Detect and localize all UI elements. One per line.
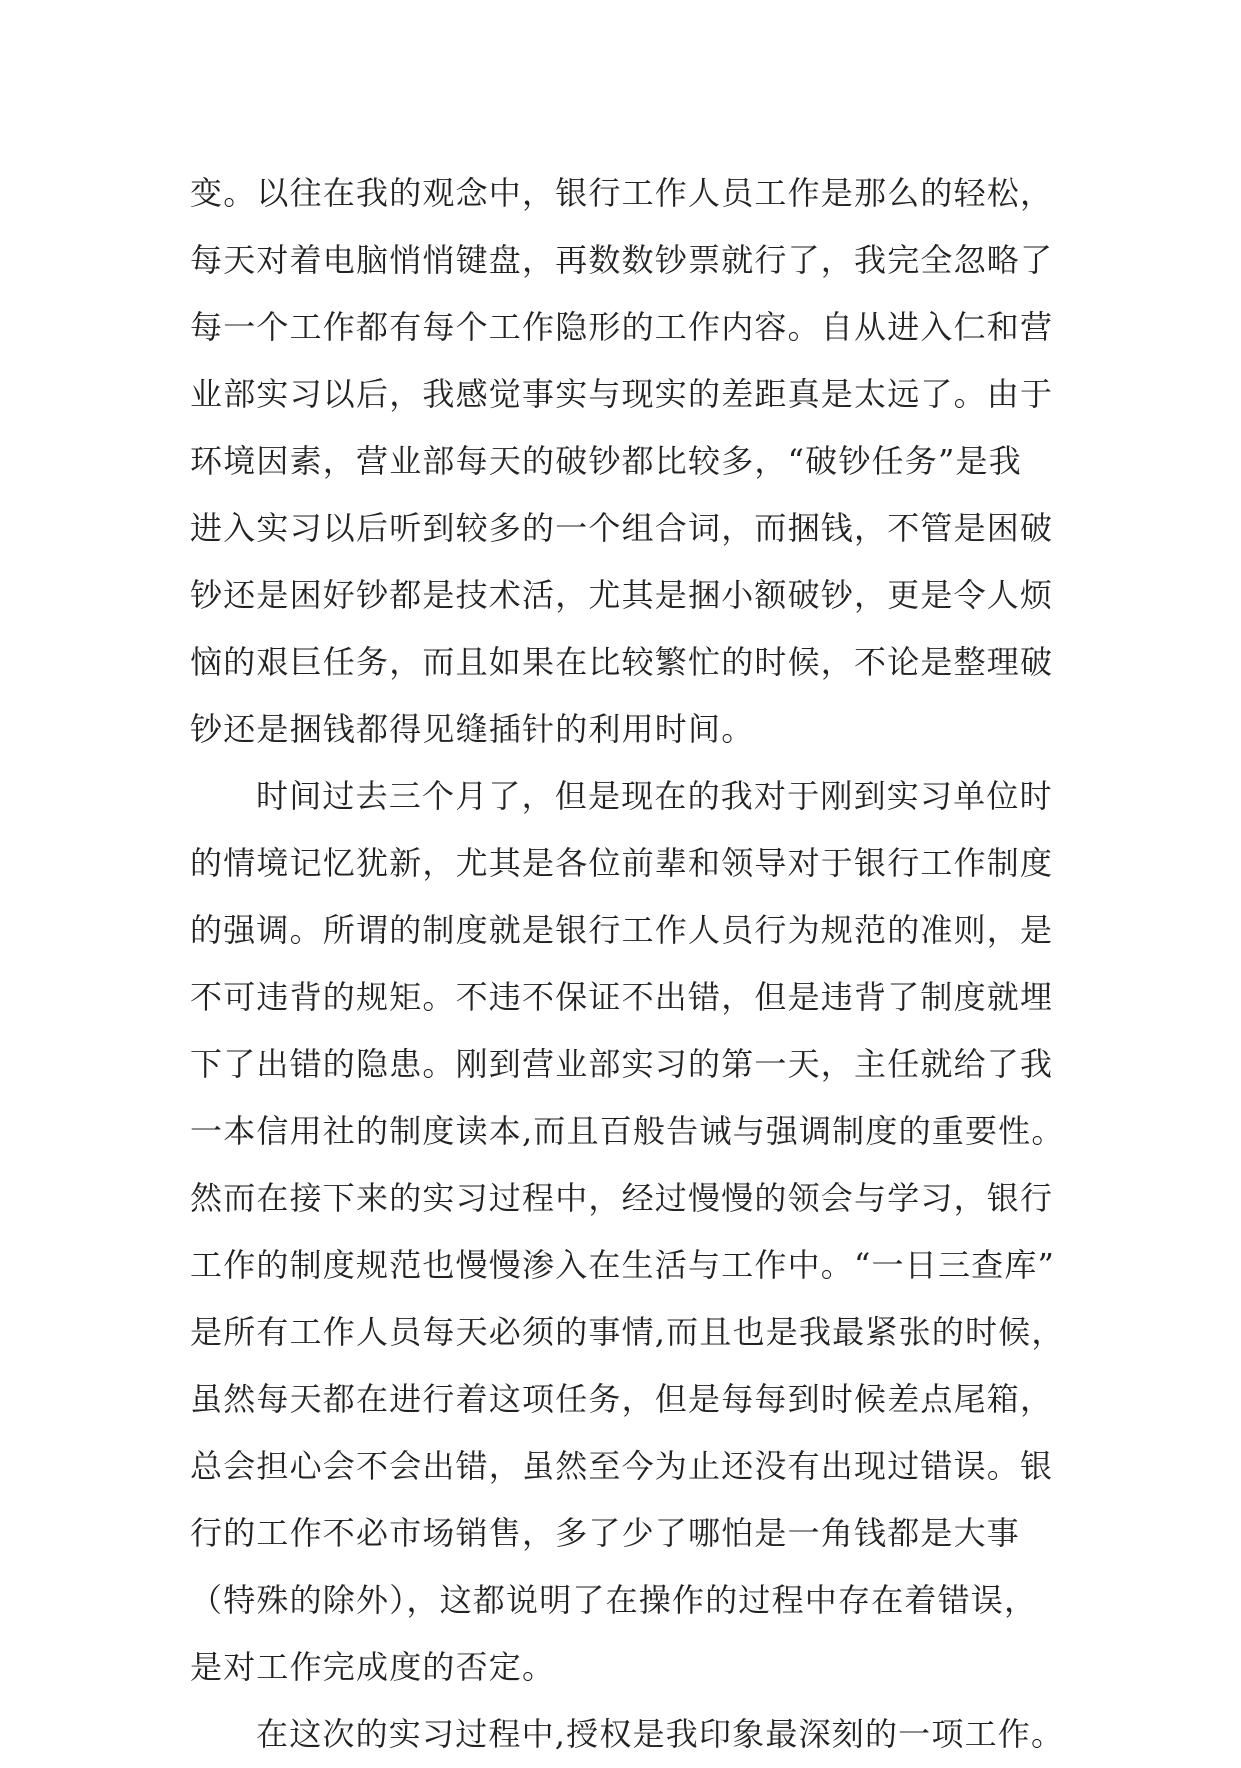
- text-line: （特殊的除外），这都说明了在操作的过程中存在着错误，: [190, 1581, 1038, 1619]
- text-line: 是所有工作人员每天必须的事情,而且也是我最紧张的时候，: [190, 1313, 1065, 1351]
- text-line: 环境因素，营业部每天的破钞都比较多，“破钞任务”是我: [190, 442, 1022, 480]
- text-line: 恼的艰巨任务，而且如果在比较繁忙的时候，不论是整理破: [190, 643, 1054, 681]
- text-line: 虽然每天都在进行着这项任务，但是每每到时候差点尾箱，: [190, 1380, 1054, 1418]
- text-line: 时间过去三个月了，但是现在的我对于刚到实习单位时: [256, 777, 1053, 815]
- text-line: 行的工作不必市场销售，多了少了哪怕是一角钱都是大事: [190, 1514, 1021, 1552]
- text-line: 每天对着电脑悄悄键盘，再数数钞票就行了，我完全忽略了: [190, 241, 1054, 279]
- text-line: 变。以往在我的观念中，银行工作人员工作是那么的轻松，: [190, 174, 1054, 212]
- text-line: 一本信用社的制度读本,而且百般告诫与强调制度的重要性。: [190, 1112, 1065, 1150]
- text-line: 钞还是捆钱都得见缝插针的利用时间。: [190, 710, 755, 748]
- text-line: 进入实习以后听到较多的一个组合词，而捆钱，不管是困破: [190, 509, 1054, 547]
- text-line: 业部实习以后，我感觉事实与现实的差距真是太远了。由于: [190, 375, 1054, 413]
- paragraph-2: [190, 763, 1065, 1701]
- document-body: [190, 160, 1065, 1768]
- paragraph-1: [190, 160, 1060, 763]
- text-line: 不可违背的规矩。不违不保证不出错，但是违背了制度就埋: [190, 978, 1054, 1016]
- text-line: 下了出错的隐患。刚到营业部实习的第一天，主任就给了我: [190, 1045, 1054, 1083]
- text-line: 钞还是困好钞都是技术活，尤其是捆小额破钞，更是令人烦: [190, 576, 1054, 614]
- text-line: 的强调。所谓的制度就是银行工作人员行为规范的准则，是: [190, 911, 1054, 949]
- text-line: 的情境记忆犹新，尤其是各位前辈和领导对于银行工作制度: [190, 844, 1054, 882]
- text-line: 在这次的实习过程中,授权是我印象最深刻的一项工作。: [256, 1715, 1065, 1753]
- text-line: 工作的制度规范也慢慢渗入在生活与工作中。“一日三查库”: [190, 1246, 1056, 1284]
- text-line: 是对工作完成度的否定。: [190, 1648, 556, 1686]
- text-line: 总会担心会不会出错，虽然至今为止还没有出现过错误。银: [190, 1447, 1054, 1485]
- text-line: 然而在接下来的实习过程中，经过慢慢的领会与学习，银行: [190, 1179, 1054, 1217]
- text-line: 每一个工作都有每个工作隐形的工作内容。自从进入仁和营: [190, 308, 1054, 346]
- paragraph-3: [190, 1701, 1065, 1768]
